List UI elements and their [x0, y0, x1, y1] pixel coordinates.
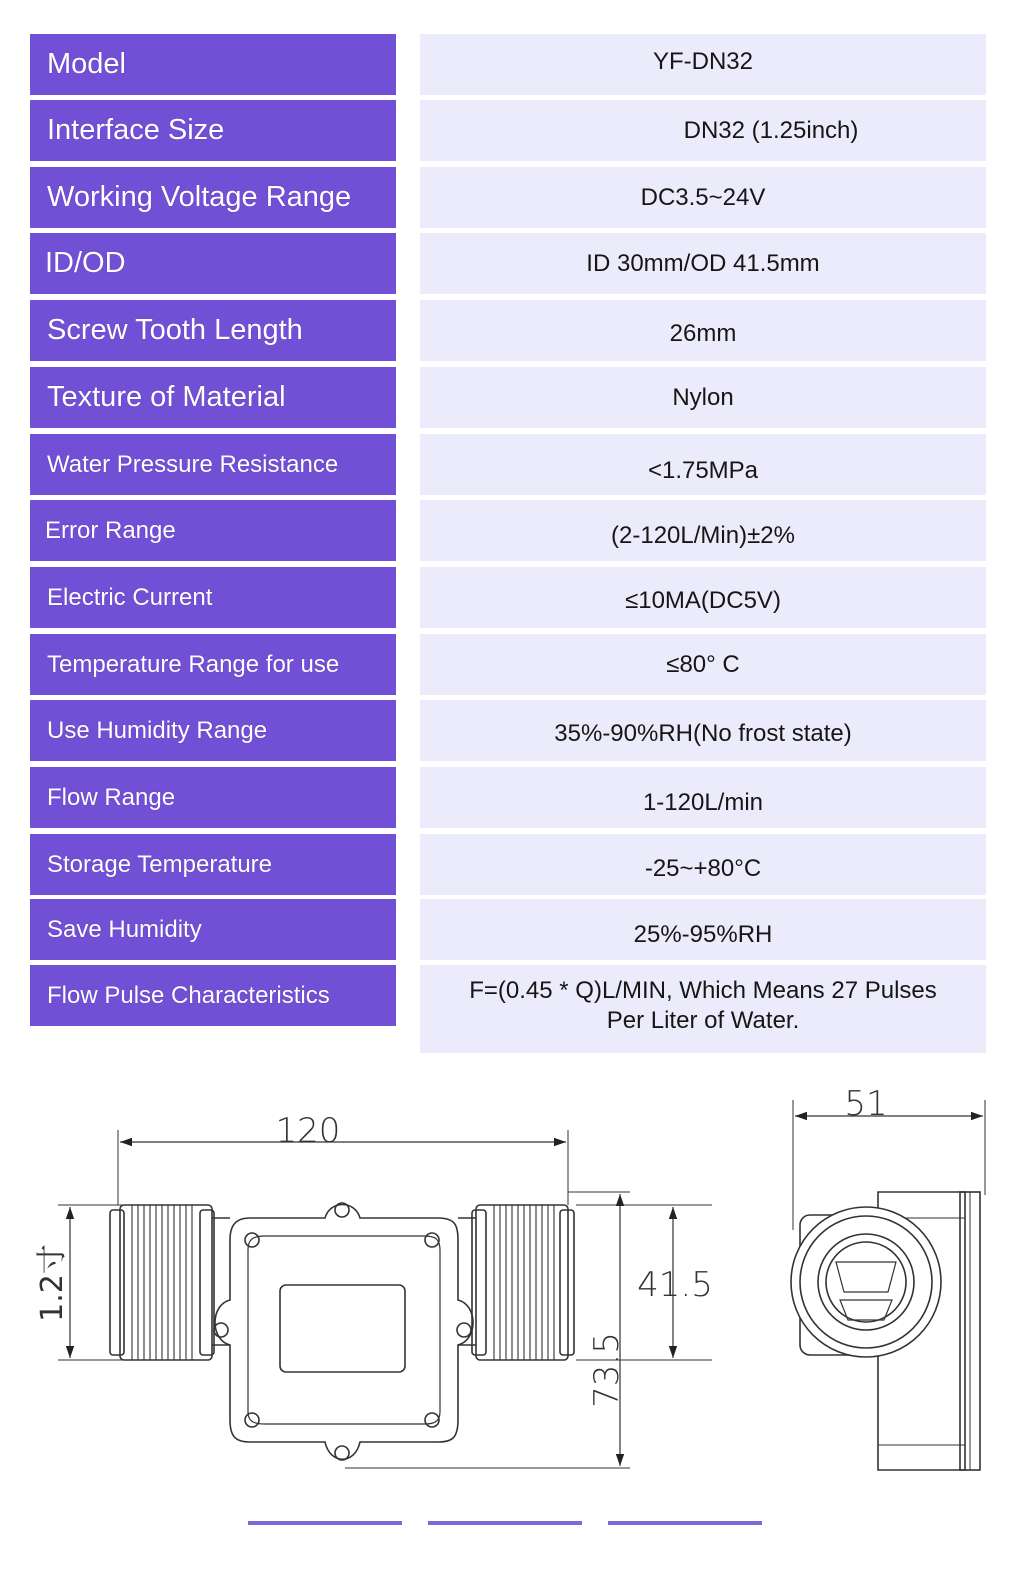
spec-label-save-humidity: Save Humidity	[30, 899, 396, 960]
bottom-accent-bar-3	[608, 1521, 762, 1525]
spec-value-error-range: (2-120L/Min)±2%	[420, 500, 986, 561]
flow-pulse-line-1: F=(0.45 * Q)L/MIN, Which Means 27 Pulses	[469, 977, 937, 1004]
spec-value-electric-current: ≤10MA(DC5V)	[420, 567, 986, 628]
dimension-thread-label: 1.2寸	[35, 1244, 70, 1322]
spec-label-flow-pulse-characteristics: Flow Pulse Characteristics	[30, 965, 396, 1026]
spec-value-model: YF-DN32	[420, 34, 986, 95]
spec-value-water-pressure-resistance: <1.75MPa	[420, 434, 986, 495]
spec-value-working-voltage-range: DC3.5~24V	[420, 167, 986, 228]
bottom-accent-bar-2	[428, 1521, 582, 1525]
spec-value-use-humidity-range: 35%-90%RH(No frost state)	[420, 700, 986, 761]
spec-value-flow-pulse-characteristics	[420, 965, 986, 1053]
dimension-width-label: 51	[844, 1084, 888, 1124]
spec-label-storage-temperature: Storage Temperature	[30, 834, 396, 895]
spec-value-interface-size: DN32 (1.25inch)	[420, 100, 986, 161]
spec-label-working-voltage-range: Working Voltage Range	[30, 167, 396, 228]
spec-label-texture-of-material: Texture of Material	[30, 367, 396, 428]
spec-value-screw-tooth-length: 26mm	[420, 300, 986, 361]
spec-value-save-humidity: 25%-95%RH	[420, 899, 986, 960]
spec-label-use-humidity-range: Use Humidity Range	[30, 700, 396, 761]
spec-value-id-od: ID 30mm/OD 41.5mm	[420, 233, 986, 294]
spec-label-flow-range: Flow Range	[30, 767, 396, 828]
flow-pulse-line-2: Per Liter of Water.	[606, 1007, 800, 1034]
technical-drawing	[0, 1060, 1020, 1520]
spec-label-screw-tooth-length: Screw Tooth Length	[30, 300, 396, 361]
spec-label-interface-size: Interface Size	[30, 100, 396, 161]
spec-label-water-pressure-resistance: Water Pressure Resistance	[30, 434, 396, 495]
spec-value-flow-range: 1-120L/min	[420, 767, 986, 828]
spec-label-temperature-range-for-use: Temperature Range for use	[30, 634, 396, 695]
spec-value-texture-of-material: Nylon	[420, 367, 986, 428]
spec-label-id-od: ID/OD	[30, 233, 396, 294]
dimension-height-label: 73.5	[587, 1332, 627, 1408]
bottom-accent-bar-1	[248, 1521, 402, 1525]
spec-label-model: Model	[30, 34, 396, 95]
spec-value-storage-temperature: -25~+80°C	[420, 834, 986, 895]
spec-label-error-range: Error Range	[30, 500, 396, 561]
front-view-drawing	[35, 1111, 713, 1468]
dimension-od-label: 41.5	[637, 1265, 713, 1305]
spec-value-temperature-range-for-use: ≤80° C	[420, 634, 986, 695]
side-view-drawing	[791, 1084, 985, 1470]
spec-label-electric-current: Electric Current	[30, 567, 396, 628]
dimension-length-label: 120	[275, 1111, 341, 1151]
